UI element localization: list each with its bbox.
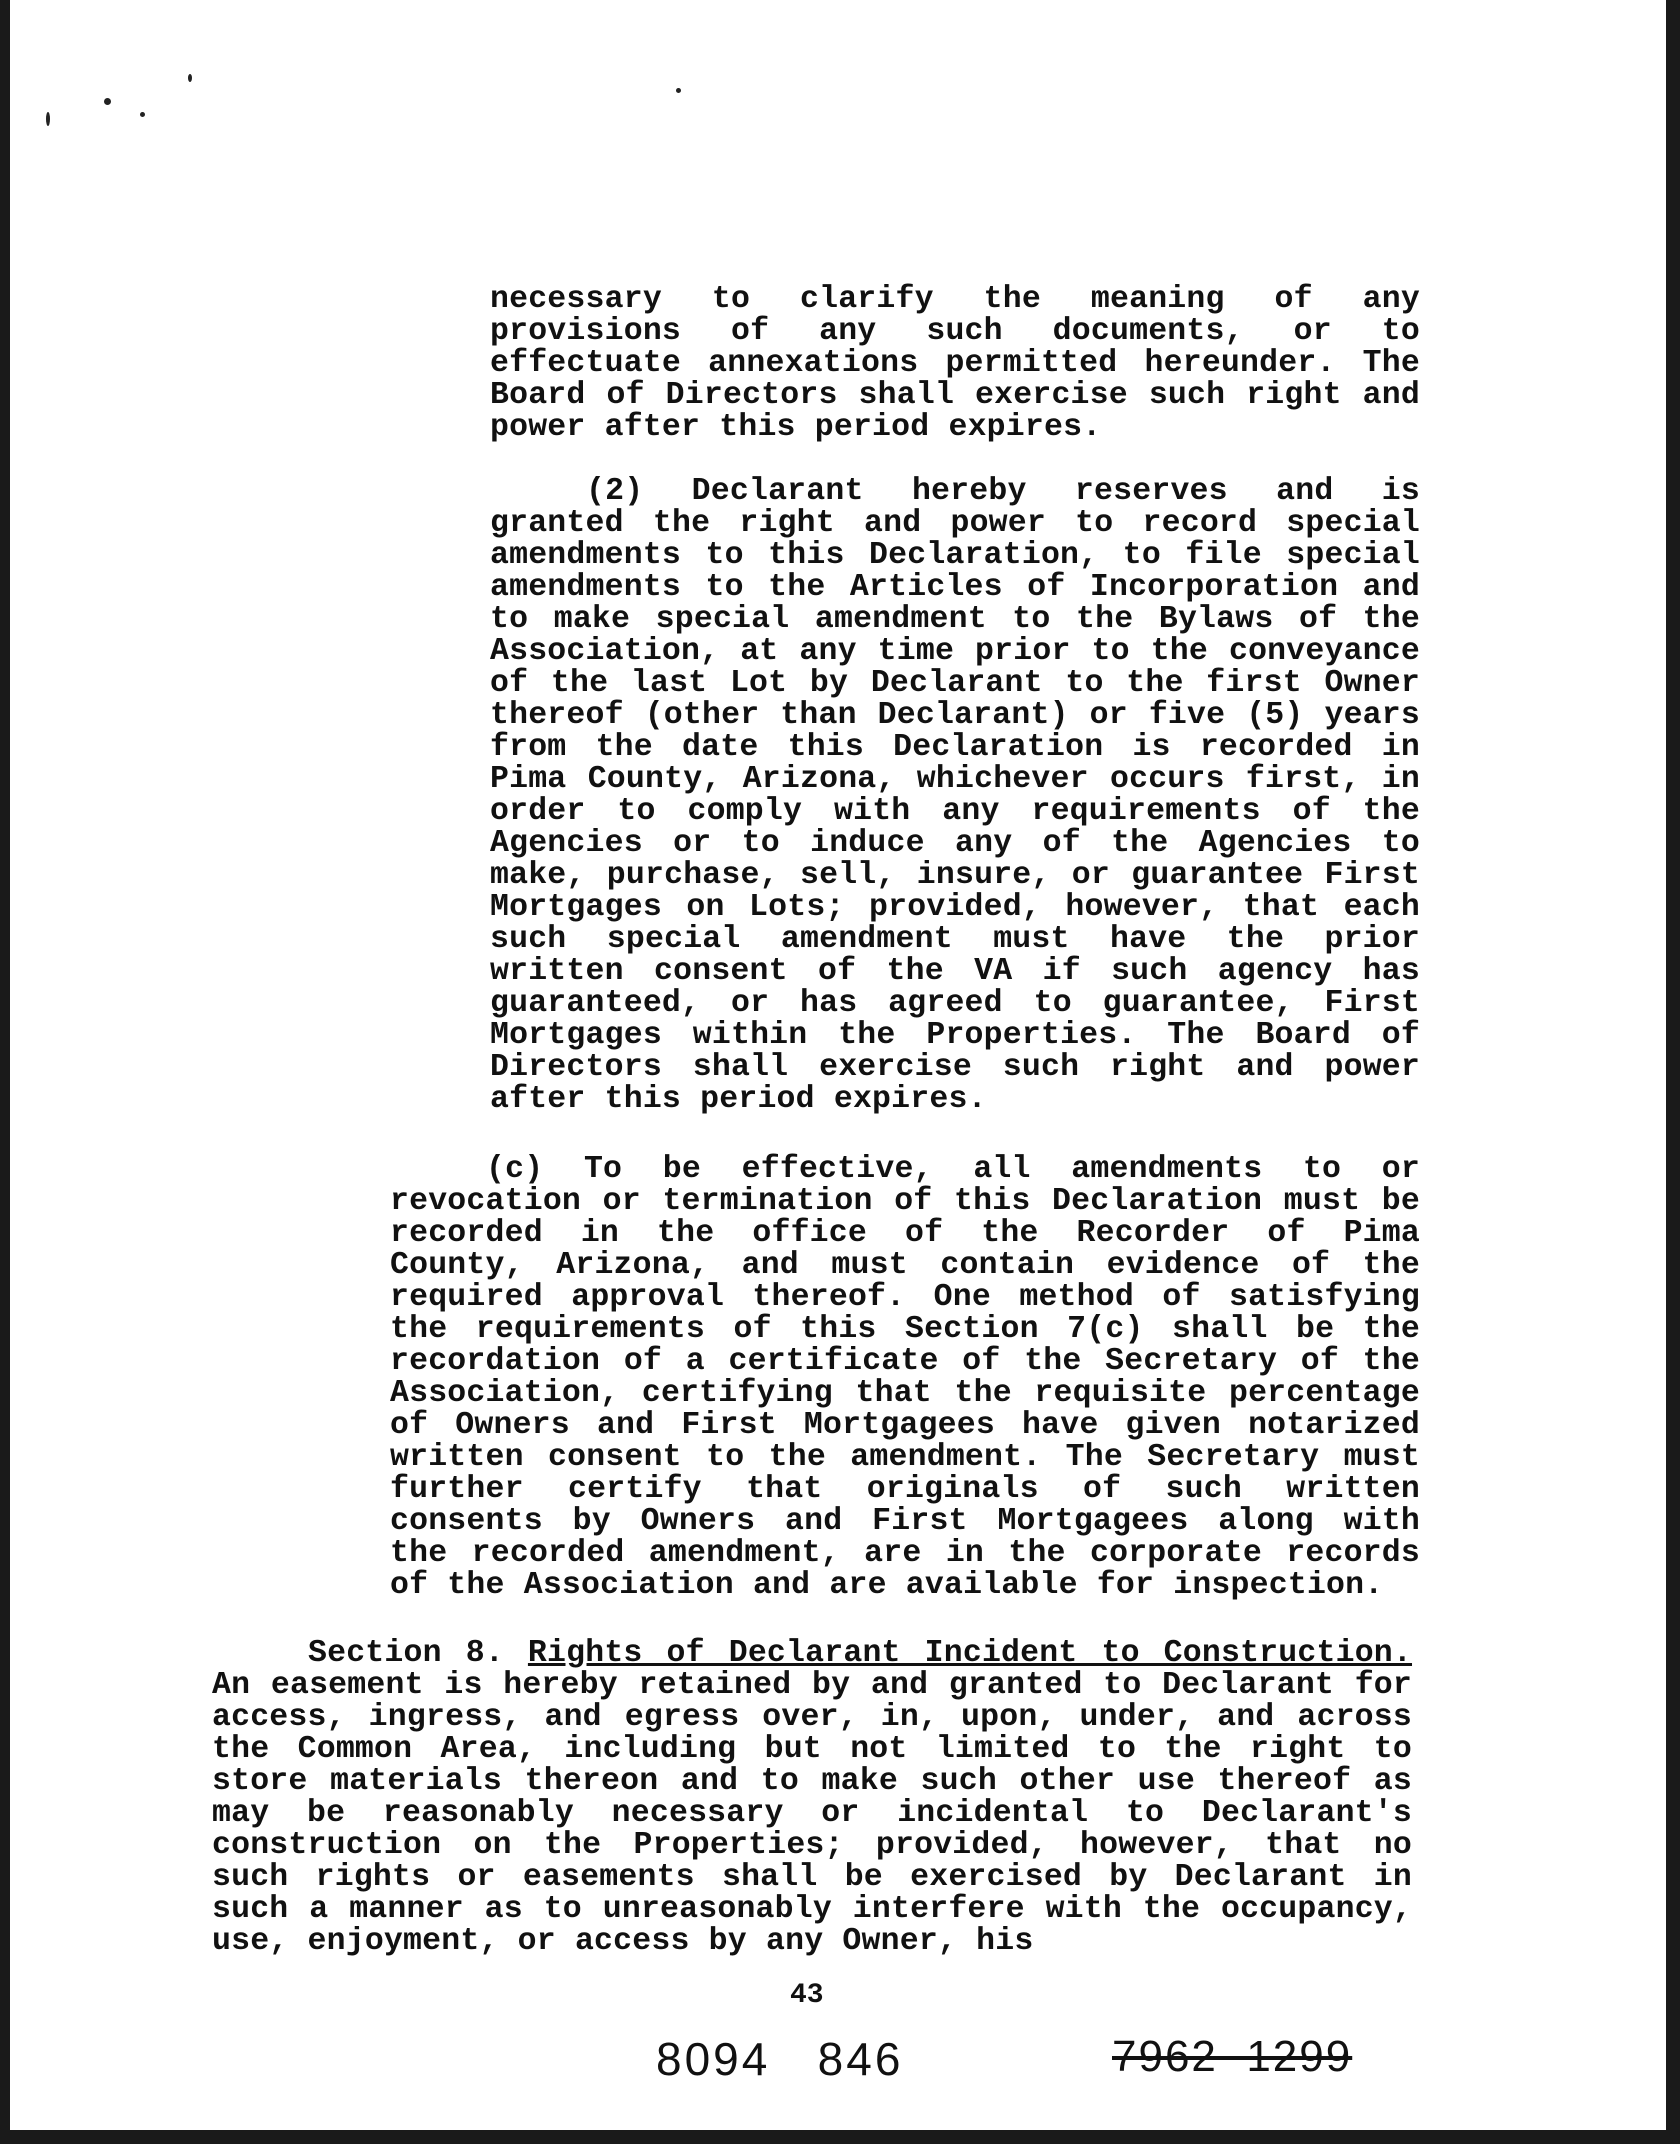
continuation-paragraph: necessary to clarify the meaning of any provisions of any such documents, or to effectuate annexations permitted hereunder. The Board of Directors shall exercise such right and power after this period expires. [490, 282, 1420, 445]
scan-speck [676, 88, 681, 93]
subsection-c-paragraph: (c) To be effective, all amendments to or revocation or termination of this Declaration must be recorded in the office of the Recorder of Pima County, Arizona, and must contain evidence of the required approval thereof. One method of satisfying the requirements of this Section 7(c) shall be the recordation of a certificate of the Secretary of the Association, certifying that the requisite percentage of Owners and First Mortgagees have given notarized written consent to the amendment. The Secretary must further certify that originals of such written consents by Owners and First Mortgagees along with the recorded amendment, are in the corporate records of the Association and are available for inspection. [390, 1152, 1420, 1603]
scan-speck [188, 74, 192, 82]
scan-speck [104, 98, 111, 105]
section-8-label: Section 8. [308, 1636, 504, 1671]
scan-speck [46, 112, 50, 126]
page-number: 43 [790, 1980, 824, 2011]
subsection-2-paragraph: (2) Declarant hereby reserves and is granted the right and power to record special amendments to this Declaration, to file special amendments to the Articles of Incorporation and to make special amendment to the Bylaws of the Association, at any time prior to the conveyance of the last Lot by Declarant to the first Owner thereof (other than Declarant) or five (5) years from the date this Declaration is recorded in Pima County, Arizona, whichever occurs first, in order to comply with any requirements of the Agencies or to induce any of the Agencies to make, purchase, sell, insure, or guarantee First Mortgages on Lots; provided, however, that each such special amendment must have the prior written consent of the VA if such agency has guaranteed, or has agreed to guarantee, First Mortgages within the Properties. The Board of Directors shall exercise such right and power after this period expires. [490, 474, 1420, 1117]
scan-edge-right [1666, 0, 1680, 2144]
section-8-paragraph [212, 1638, 1412, 1958]
struck-stamp-number: 7962 1299 [1112, 2032, 1353, 2081]
section-8-body: An easement is hereby retained by and granted to Declarant for access, ingress, and egress over, in, upon, under, and across the Common Area, including but not limited to the right to store materials thereon and to make such other use thereof as may be reasonably necessary or incidental to Declarant's construction on the Properties; provided, however, that no such rights or easements shall be exercised by Declarant in such a manner as to unreasonably interfere with the occupancy, use, enjoyment, or access by any Owner, his [212, 1668, 1412, 1959]
scan-speck [140, 112, 145, 117]
section-8-heading: Rights of Declarant Incident to Construction. [527, 1636, 1413, 1671]
scan-edge-bottom [0, 2130, 1680, 2144]
book-page-stamp: 8094 846 [656, 2033, 904, 2085]
scan-edge-left [0, 0, 10, 2144]
